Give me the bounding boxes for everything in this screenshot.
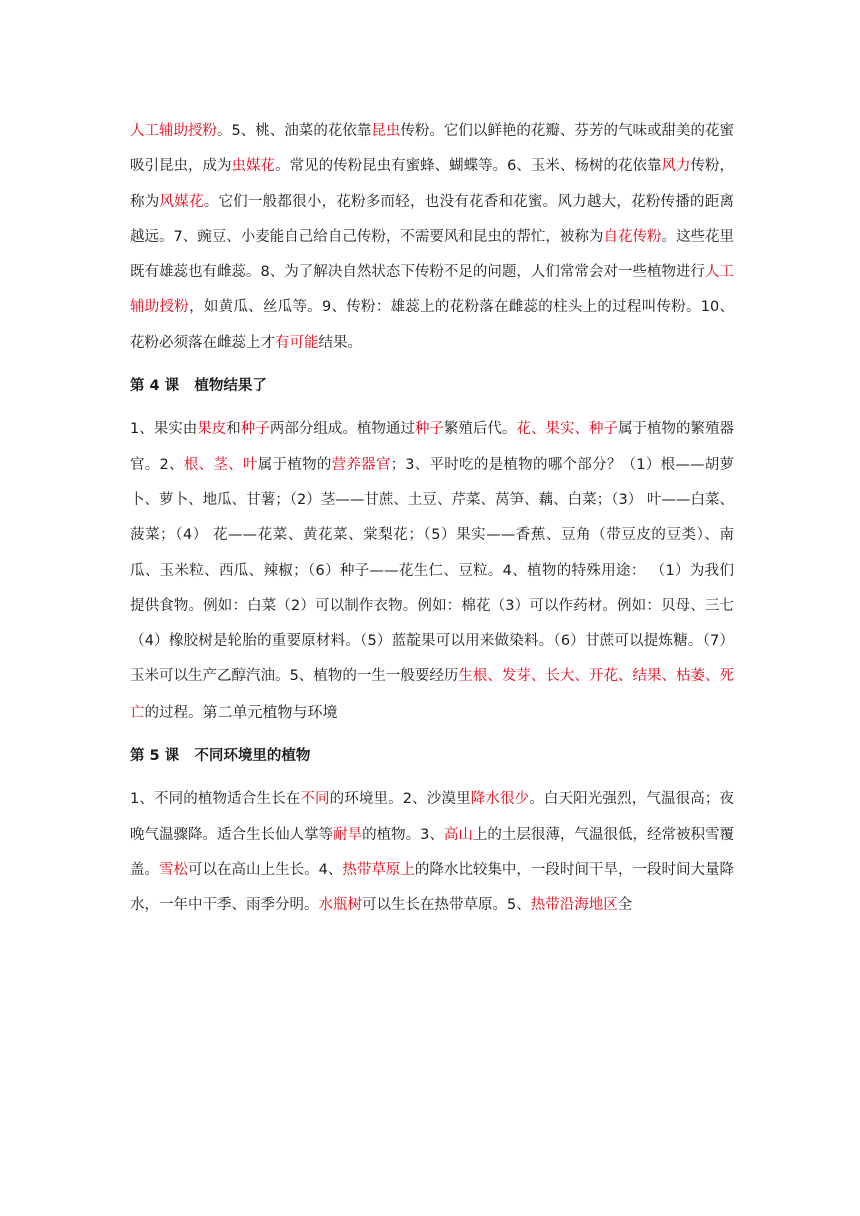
text-run: 。它们一般都很小，花粉多而轻，也没有花香和花蜜。风力越大，花粉传播的距离越远。7、豌豆、小麦能自己给自己传粉，不需要风和昆虫的帮忙，被称为 (130, 193, 735, 245)
text-run: 属于植物的繁殖器官。2、 (130, 421, 735, 473)
text-run: 可以在高山上生长。4、 (188, 861, 343, 878)
highlighted-term: 热带草原上 (342, 861, 415, 878)
text-run: 可以生长在热带草原。5、 (362, 897, 531, 914)
paragraph-lesson-5 (130, 782, 734, 923)
text-run: 繁殖后代。 (443, 421, 517, 438)
text-run: 的植物。3、 (362, 826, 444, 843)
text-run: 的降水比较集中，一段时间干旱，一段时间大量降水，一年中干季、雨季分明。 (130, 861, 735, 914)
highlighted-term: 虫媒花 (231, 158, 276, 175)
text-run: 1、不同的植物适合生长在 (130, 791, 301, 808)
highlighted-term: 高山 (443, 826, 473, 843)
text-run: 。5、桃、油菜的花依靠 (217, 123, 372, 139)
highlighted-term: 自花传粉 (603, 228, 662, 245)
text-run: 上的土层很薄，气温很低，经常被积雪覆盖。 (130, 826, 734, 878)
highlighted-term: 营养器官 (331, 456, 391, 473)
text-run: 。常见的传粉昆虫有蜜蜂、蝴蝶等。6、玉米、杨树的花依靠 (275, 158, 662, 175)
text-run: 全 (617, 897, 633, 914)
text-run: 传粉。它们以鲜艳的花瓣、芬芳的气味或甜美的花蜜吸引昆虫，成为 (130, 123, 734, 175)
text-run: 1、果实由 (130, 421, 198, 438)
paragraph-pollination (130, 114, 734, 361)
highlighted-term: 不同 (300, 791, 330, 808)
highlighted-term: 生根、发芽、长大、开花、结果、枯萎、死亡 (130, 668, 734, 721)
lesson-5-heading: 第 5 课 不同环境里的植物 (130, 748, 311, 765)
paragraph-lesson-4 (130, 412, 734, 731)
text-run: ，如黄瓜、丝瓜等。9、传粉：雄蕊上的花粉落在雌蕊的柱头上的过程叫传粉。10、花粉必须落在雌蕊上才 (130, 299, 734, 351)
text-run: 两部分组成。植物通过 (269, 421, 415, 438)
highlighted-term: 种子 (240, 421, 270, 438)
highlighted-term: 人工辅助授粉 (130, 123, 218, 139)
highlighted-term: 雪松 (159, 861, 189, 878)
highlighted-term: 种子 (414, 421, 444, 438)
highlighted-term: 有可能 (275, 334, 319, 351)
lesson-4-heading: 第 4 课 植物结果了 (130, 378, 267, 395)
highlighted-term: 降水很少 (470, 791, 530, 808)
highlighted-term: 昆虫 (371, 123, 401, 139)
text-run: 属于植物的 (257, 456, 332, 473)
highlighted-term: 人工辅助授粉 (130, 264, 734, 316)
text-run: 和 (226, 421, 241, 438)
text-run: 的环境里。2、沙漠里 (329, 791, 471, 808)
text-run: 结果。 (318, 334, 362, 351)
highlighted-term: 热带沿海地区 (530, 897, 618, 914)
text-run: 的过程。 (144, 704, 203, 721)
unit-title: 第二单元植物与环境 (202, 702, 338, 721)
text-run: ；3、平时吃的是植物的哪个部分？（1）根——胡萝卜、萝卜、地瓜、甘薯；（2）茎——甘蔗、土豆、芹菜、莴笋、藕、白菜；（3） 叶——白菜、菠菜；（4） 花——花菜、黄花菜、棠梨花；（5）果实——香蕉、豆角（带豆皮的豆类）、南瓜、玉米粒、西瓜、辣椒；（6）种子——花生仁、豆粒。4、植物的特殊用途： （1）为我们提供食物。例如：白菜（2）可以制作衣物。例如：棉花（3）可以作药材。例如：贝母、三七（4）橡胶树是轮胎的重要原材料。（5）蓝靛果可以用来做染料。（6）甘蔗可以提炼糖。（7）玉米可以生产乙醇汽油。5、植物的一生一般要经历 (130, 456, 735, 685)
text-run: 传粉，称为 (130, 158, 735, 210)
highlighted-term: 根、茎、叶 (183, 456, 258, 473)
highlighted-term: 风力 (661, 158, 691, 175)
highlighted-term: 水瓶树 (318, 897, 362, 914)
highlighted-term: 花、果实、种子 (516, 421, 618, 438)
text-run: 。白天阳光强烈，气温很高；夜晚气温骤降。适合生长仙人掌等 (130, 791, 735, 843)
text-run: 。这些花里既有雄蕊也有雌蕊。8、为了解决自然状态下传粉不足的问题，人们常常会对一些植物进行 (130, 228, 734, 281)
highlighted-term: 耐旱 (333, 826, 363, 843)
highlighted-term: 风媒花 (159, 193, 204, 210)
highlighted-term: 果皮 (197, 421, 227, 438)
